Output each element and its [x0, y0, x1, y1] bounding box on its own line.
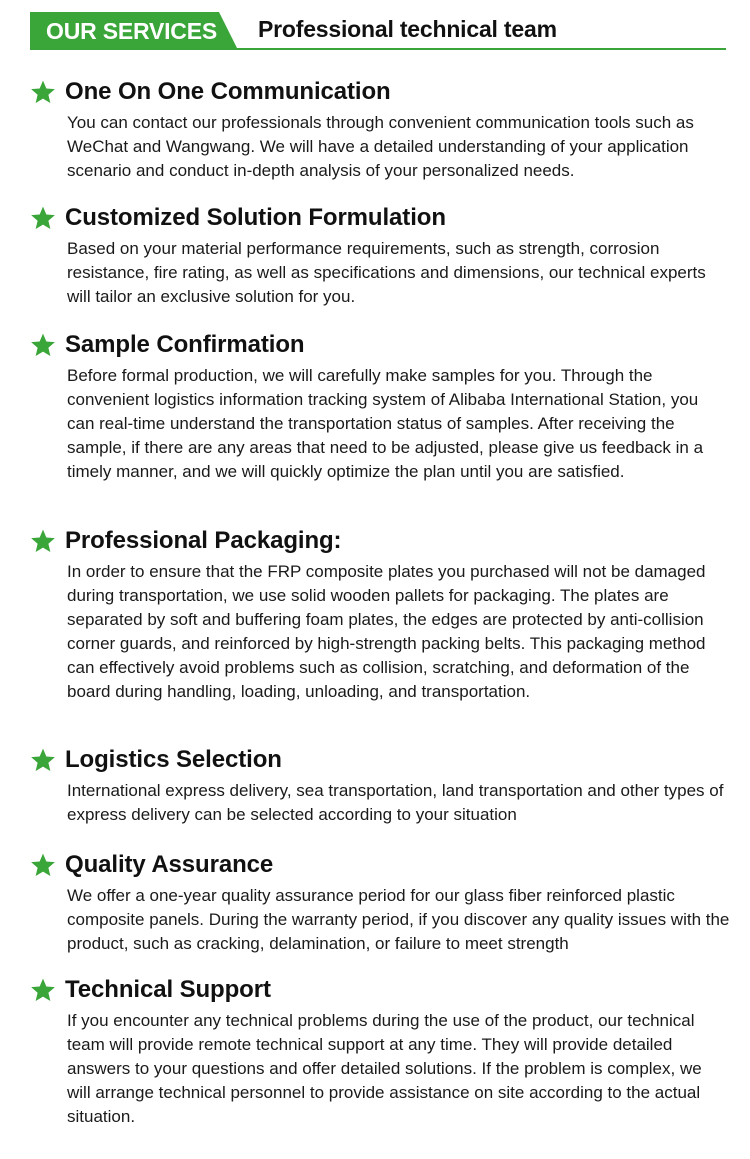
section-sample-confirmation: [30, 330, 730, 484]
section-title: Logistics Selection: [65, 746, 282, 773]
section-logistics-selection: [30, 745, 730, 827]
star-icon: [30, 528, 56, 554]
star-icon: [30, 205, 56, 231]
our-services-label: OUR SERVICES: [46, 18, 217, 44]
section-heading: [30, 745, 730, 775]
star-icon: [30, 747, 56, 773]
section-title: Professional Packaging:: [65, 527, 342, 554]
section-heading: [30, 203, 730, 233]
section-title: One On One Communication: [65, 78, 391, 105]
section-body: If you encounter any technical problems during the use of the product, our technical team will provide remote technical support at any time. They will provide detailed answers to your questions and offer detailed solutions. If the problem is complex, we will arrange technical personnel to provide assistance on site according to the actual situation.: [67, 1011, 702, 1126]
star-icon: [30, 79, 56, 105]
star-icon: [30, 852, 56, 878]
section-heading: [30, 526, 730, 556]
section-body: International express delivery, sea transportation, land transportation and other types of express delivery can be selected according to your situation: [67, 781, 724, 824]
section-body: We offer a one-year quality assurance period for our glass fiber reinforced plastic composite panels. During the warranty period, if you discover any quality issues with the product, such as cracking, delamination, or failure to meet strength: [67, 886, 730, 953]
section-professional-packaging: [30, 526, 730, 704]
section-title: Quality Assurance: [65, 851, 274, 878]
section-title: Customized Solution Formulation: [65, 204, 446, 231]
section-heading: [30, 77, 730, 107]
star-icon: [30, 977, 56, 1003]
section-one-on-one-communication: [30, 77, 730, 183]
section-body: You can contact our professionals through convenient communication tools such as WeChat and Wangwang. We will have a detailed understanding of your application scenario and conduct in-depth analysis of your personalized needs.: [67, 113, 694, 180]
section-heading: [30, 850, 730, 880]
section-body: Based on your material performance requirements, such as strength, corrosion resistance, fire rating, as well as specifications and dimensions, our technical experts will tailor an exclusive solution for you.: [67, 239, 706, 306]
section-body: Before formal production, we will carefully make samples for you. Through the convenient logistics information tracking system of Alibaba International Station, you can real-time understand the transportation status of samples. After receiving the sample, if there are any areas that need to be adjusted, please give us feedback in a timely manner, and we will quickly optimize the plan until you are satisfied.: [67, 366, 704, 481]
section-heading: [30, 330, 730, 360]
section-customized-solution: [30, 203, 730, 309]
star-icon: [30, 332, 56, 358]
section-title: Technical Support: [65, 976, 271, 1003]
section-body: In order to ensure that the FRP composite plates you purchased will not be damaged during transportation, we use solid wooden pallets for packaging. The plates are separated by soft and buffering foam plates, the edges are protected by anti-collision corner guards, and reinforced by high-strength packing belts. This packaging method can effectively avoid problems such as collision, scratching, and deformation of the board during handling, loading, unloading, and transportation.: [67, 562, 706, 701]
header-subtitle: Professional technical team: [258, 16, 557, 42]
section-technical-support: [30, 975, 730, 1129]
section-heading: [30, 975, 730, 1005]
section-quality-assurance: [30, 850, 730, 956]
section-title: Sample Confirmation: [65, 331, 305, 358]
services-header: [30, 12, 726, 50]
header-divider: [230, 48, 726, 50]
